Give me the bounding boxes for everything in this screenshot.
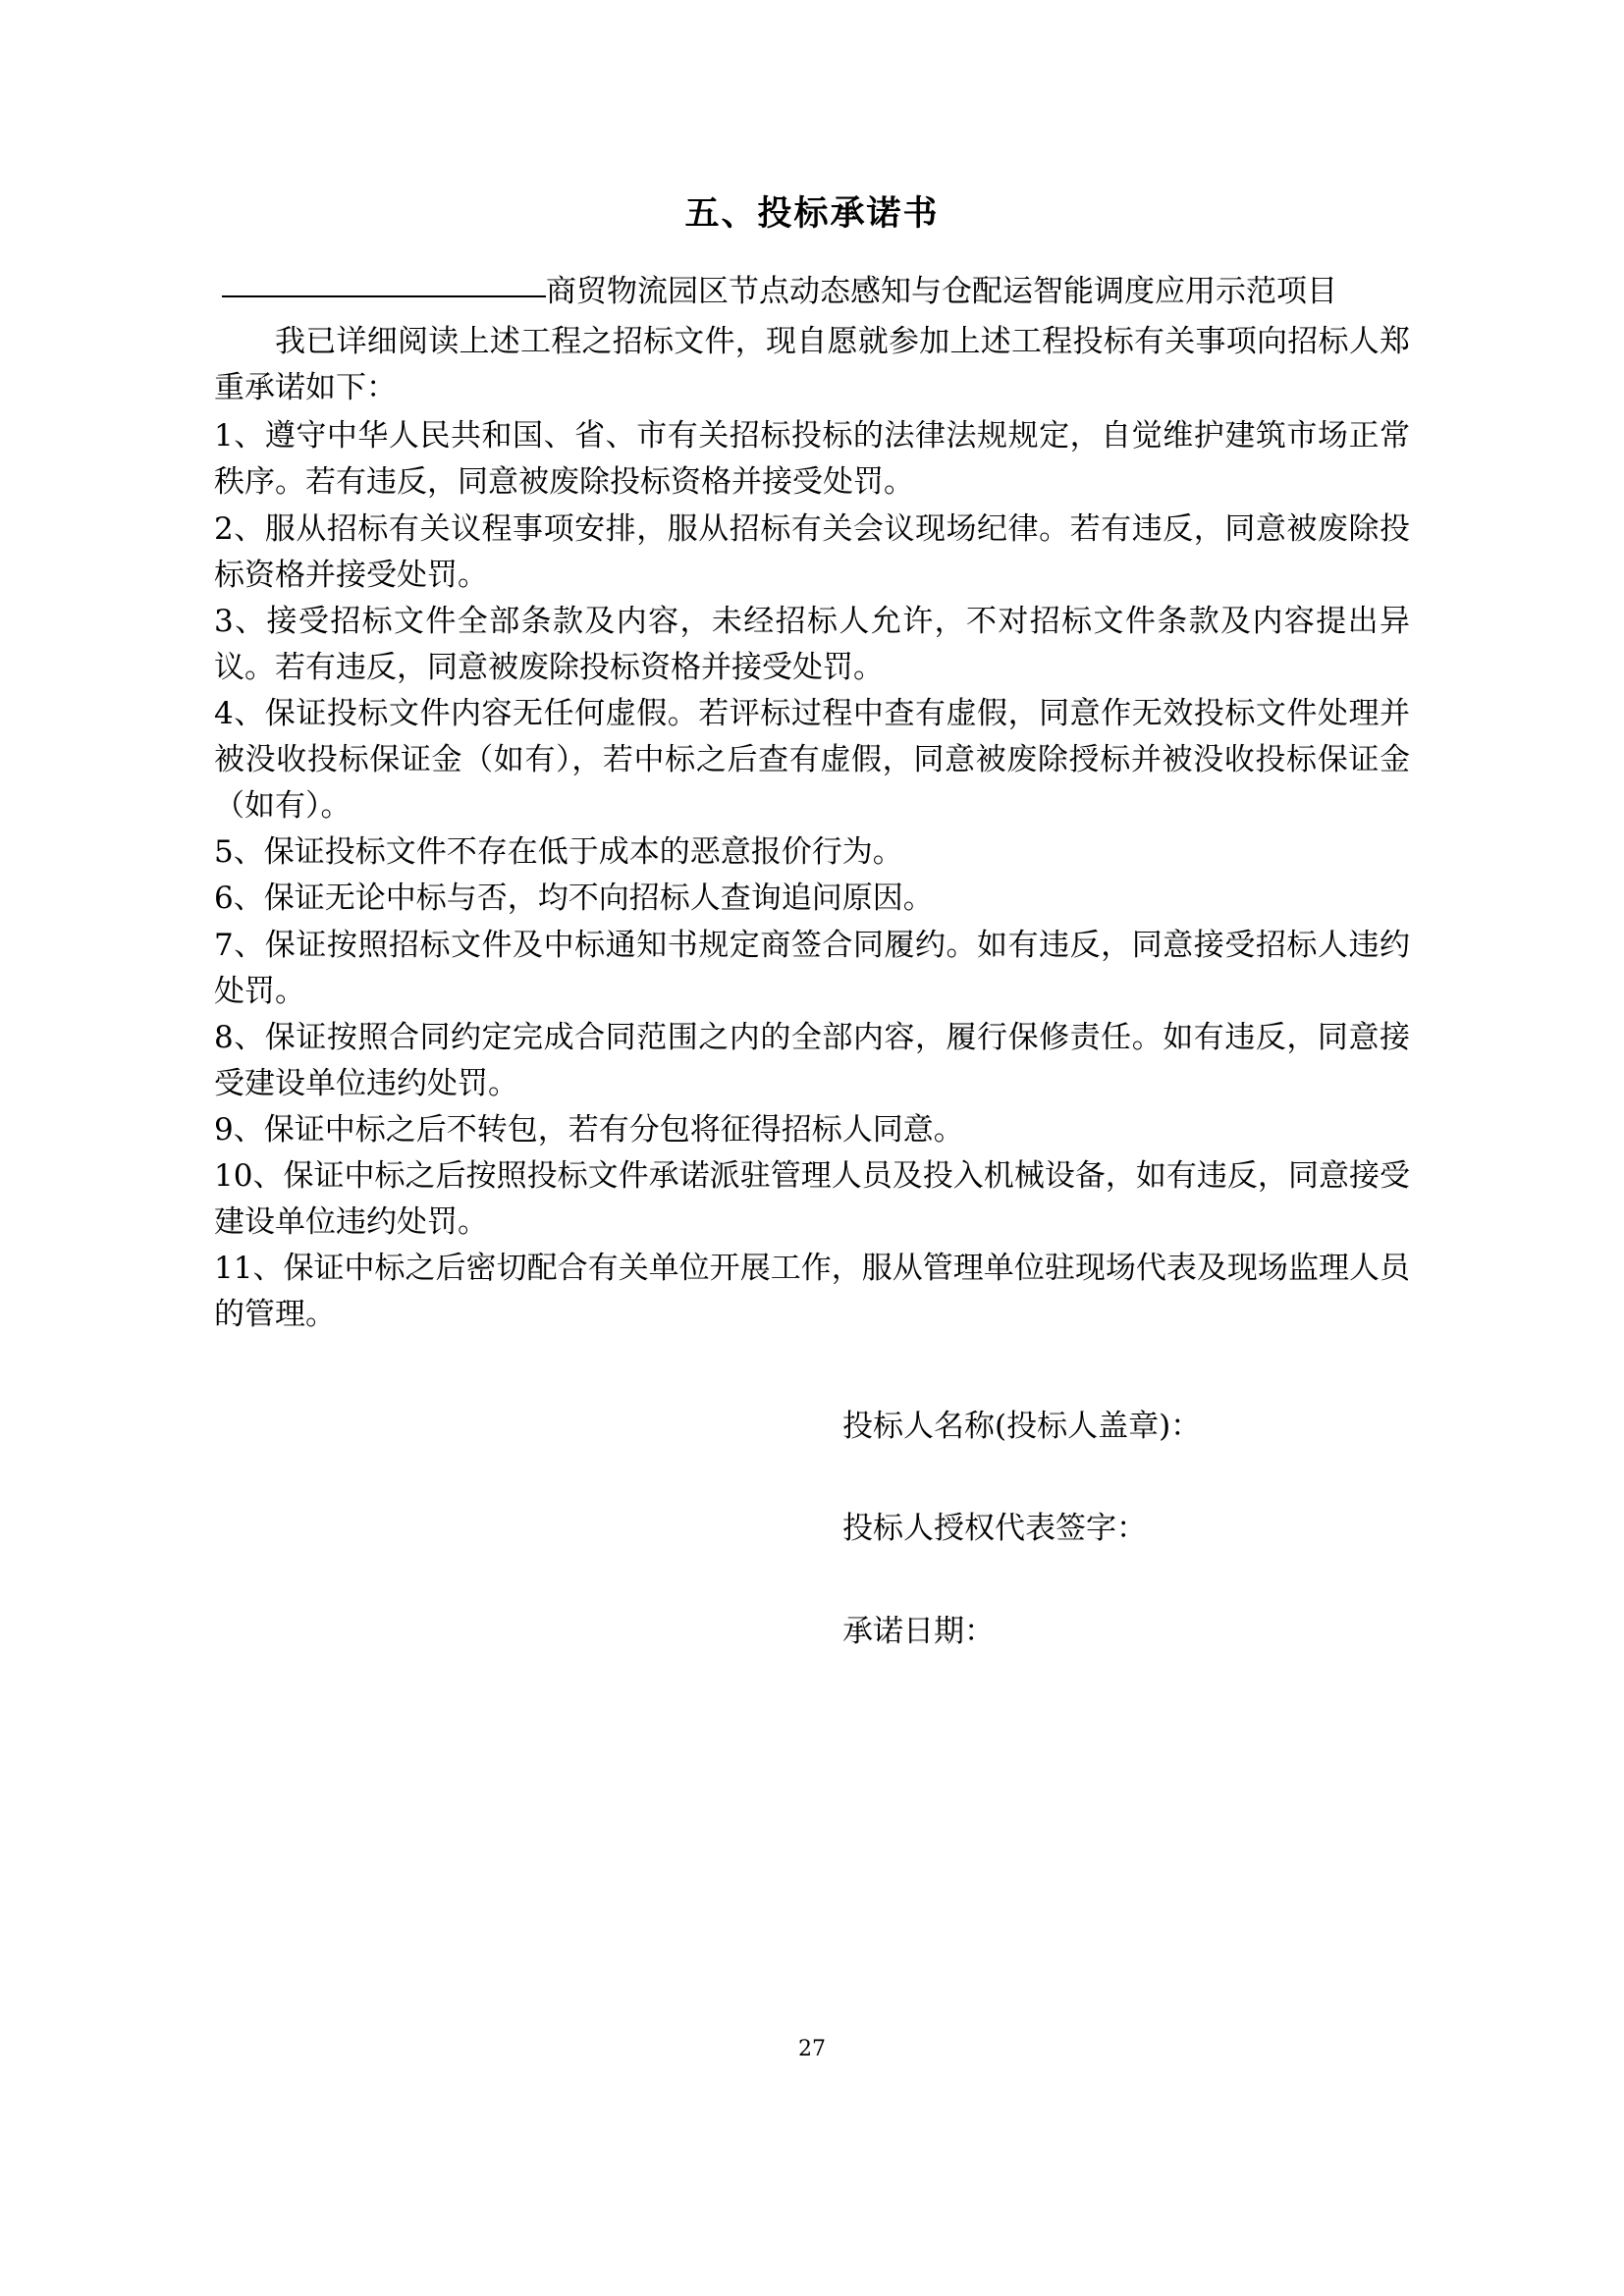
fill-in-blank-underline[interactable] (222, 295, 546, 297)
clause-item: 3、接受招标文件全部条款及内容，未经招标人允许，不对招标文件条款及内容提出异议。若有违反，同意被废除投标资格并接受处罚。 (214, 603, 1410, 685)
clause-item: 1、遵守中华人民共和国、省、市有关招标投标的法律法规规定，自觉维护建筑市场正常秩序。若有违反，同意被废除投标资格并接受处罚。 (214, 418, 1410, 501)
clause-item: 7、保证按照招标文件及中标通知书规定商签合同履约。如有违反，同意接受招标人违约处罚。 (214, 927, 1410, 1009)
page-number: 27 (798, 2037, 826, 2061)
project-name-line (214, 269, 1410, 315)
project-name: 商贸物流园区节点动态感知与仓配运智能调度应用示范项目 (546, 274, 1337, 309)
authorized-representative-field[interactable]: 投标人授权代表签字： (842, 1511, 1147, 1547)
clause-item: 2、服从招标有关议程事项安排，服从招标有关会议现场纪律。若有违反，同意被废除投标资格并接受处罚。 (214, 510, 1410, 593)
clause-item: 10、保证中标之后按照投标文件承诺派驻管理人员及投入机械设备，如有违反，同意接受建设单位违约处罚。 (214, 1158, 1410, 1241)
intro-paragraph: 我已详细阅读上述工程之招标文件，现自愿就参加上述工程投标有关事项向招标人郑重承诺如下： (214, 324, 1410, 406)
clause-item: 5、保证投标文件不存在低于成本的恶意报价行为。 (214, 834, 903, 871)
clause-item: 6、保证无论中标与否，均不向招标人查询追问原因。 (214, 881, 934, 917)
clause-item: 11、保证中标之后密切配合有关单位开展工作，服从管理单位驻现场代表及现场监理人员的管理。 (214, 1251, 1410, 1333)
page-title: 五、投标承诺书 (684, 193, 940, 234)
commitment-date-field[interactable]: 承诺日期： (842, 1613, 995, 1649)
clause-item: 9、保证中标之后不转包，若有分包将征得招标人同意。 (214, 1111, 964, 1148)
clause-list (214, 413, 1410, 1338)
signature-block (214, 1404, 1410, 1655)
bidder-name-field[interactable]: 投标人名称(投标人盖章)： (842, 1408, 1202, 1444)
clause-item: 8、保证按照合同约定完成合同范围之内的全部内容，履行保修责任。如有违反，同意接受建设单位违约处罚。 (214, 1019, 1410, 1101)
clause-item: 4、保证投标文件内容无任何虚假。若评标过程中查有虚假，同意作无效投标文件处理并被没收投标保证金（如有），若中标之后查有虚假，同意被废除授标并被没收投标保证金（如有）。 (214, 695, 1410, 825)
